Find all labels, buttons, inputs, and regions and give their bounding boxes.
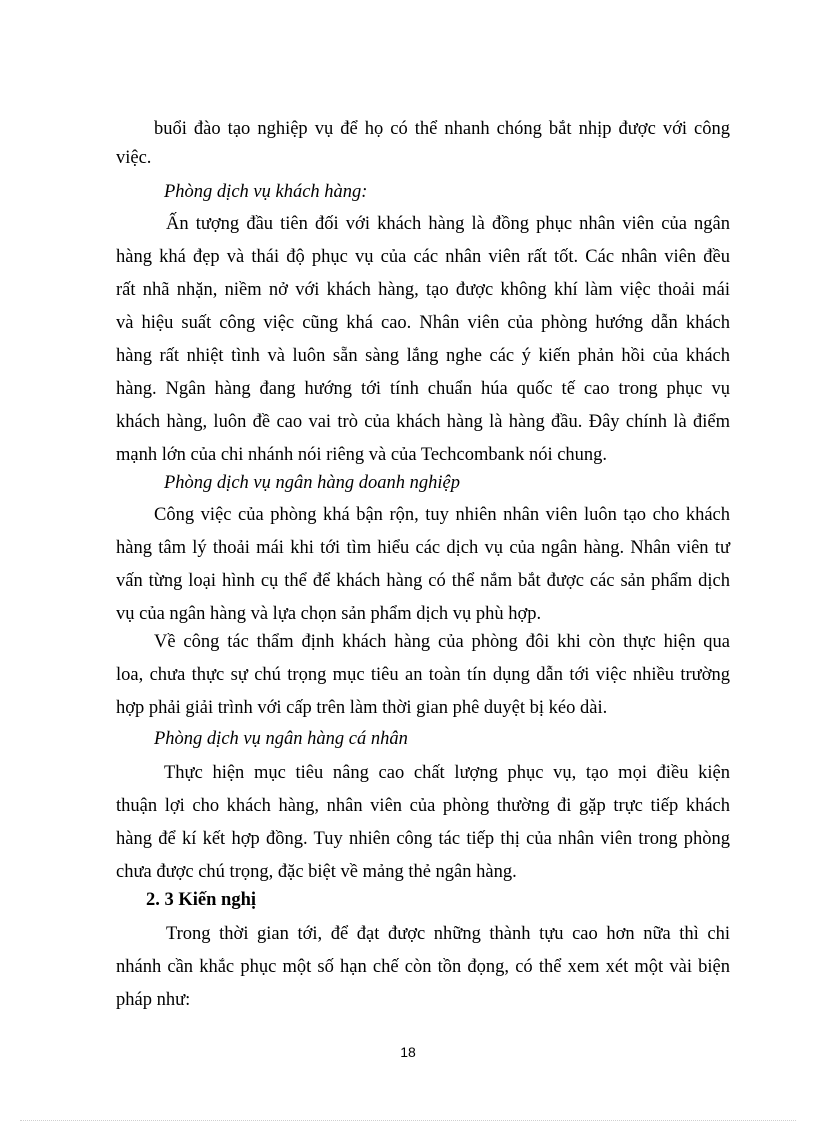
paragraph-line: việc.: [116, 148, 152, 168]
subsection-title: Phòng dịch vụ ngân hàng cá nhân: [154, 729, 408, 749]
page-number: 18: [400, 1044, 416, 1060]
paragraph-line: Thực hiện mục tiêu nâng cao chất lượng phục vụ, tạo mọi điều kiện: [164, 763, 730, 783]
paragraph-line: thuận lợi cho khách hàng, nhân viên của phòng thường đi gặp trực tiếp khách: [116, 796, 730, 816]
page-bottom-divider: [20, 1120, 796, 1121]
paragraph-line: hàng. Ngân hàng đang hướng tới tính chuẩn húa quốc tế cao trong phục vụ: [116, 379, 730, 399]
paragraph-line: hàng rất nhiệt tình và luôn sẵn sàng lắng nghe các ý kiến phản hồi của khách: [116, 346, 730, 366]
subsection-title: Phòng dịch vụ khách hàng:: [164, 182, 368, 202]
paragraph-line: và hiệu suất công việc cũng khá cao. Nhân viên của phòng hướng dẫn khách: [116, 313, 730, 333]
paragraph-line: rất nhã nhặn, niềm nở với khách hàng, tạo được không khí làm việc thoải mái: [116, 280, 730, 300]
paragraph-line: Trong thời gian tới, để đạt được những thành tựu cao hơn nữa thì chi: [166, 924, 730, 944]
paragraph-line: vấn từng loại hình cụ thể để khách hàng có thể nắm bắt được các sản phẩm dịch: [116, 571, 730, 591]
section-heading: 2. 3 Kiến nghị: [146, 890, 256, 910]
paragraph-line: Ấn tượng đầu tiên đối với khách hàng là đồng phục nhân viên của ngân: [166, 214, 730, 234]
paragraph-line: loa, chưa thực sự chú trọng mục tiêu an toàn tín dụng dẫn tới việc nhiều trường: [116, 665, 730, 685]
paragraph-line: vụ của ngân hàng và lựa chọn sản phẩm dịch vụ phù hợp.: [116, 604, 542, 624]
paragraph-line: pháp như:: [116, 990, 191, 1010]
paragraph-line: hợp phải giải trình với cấp trên làm thời gian phê duyệt bị kéo dài.: [116, 698, 608, 718]
subsection-title: Phòng dịch vụ ngân hàng doanh nghiệp: [164, 473, 460, 493]
paragraph-line: hàng khá đẹp và thái độ phục vụ của các nhân viên rất tốt. Các nhân viên đều: [116, 247, 730, 267]
paragraph-line: chưa được chú trọng, đặc biệt về mảng thẻ ngân hàng.: [116, 862, 517, 882]
paragraph-line: khách hàng, luôn đề cao vai trò của khách hàng là hàng đầu. Đây chính là điểm: [116, 412, 730, 432]
paragraph-line: buổi đào tạo nghiệp vụ để họ có thể nhanh chóng bắt nhịp được với công: [154, 119, 730, 139]
paragraph-line: hàng để kí kết hợp đồng. Tuy nhiên công tác tiếp thị của nhân viên trong phòng: [116, 829, 730, 849]
paragraph-line: hàng tâm lý thoải mái khi tới tìm hiểu các dịch vụ của ngân hàng. Nhân viên tư: [116, 538, 730, 558]
paragraph-line: Công việc của phòng khá bận rộn, tuy nhiên nhân viên luôn tạo cho khách: [154, 505, 730, 525]
paragraph-line: Về công tác thẩm định khách hàng của phòng đôi khi còn thực hiện qua: [154, 632, 730, 652]
paragraph-line: mạnh lớn của chi nhánh nói riêng và của Techcombank nói chung.: [116, 445, 608, 465]
paragraph-line: nhánh cần khắc phục một số hạn chế còn tồn đọng, có thể xem xét một vài biện: [116, 957, 730, 977]
